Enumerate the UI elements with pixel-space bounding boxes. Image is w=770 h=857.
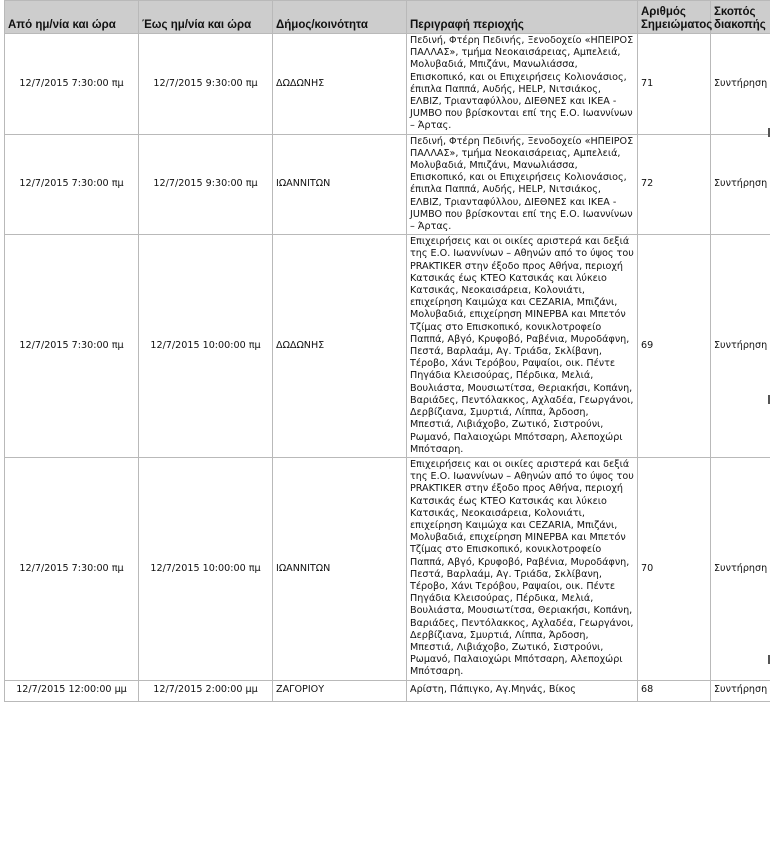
header-point: Αριθμός Σημειώματος bbox=[638, 1, 711, 34]
cell-point: 69 bbox=[638, 235, 711, 458]
cell-point: 70 bbox=[638, 457, 711, 680]
table-header-row bbox=[5, 1, 770, 34]
cell-purpose: Συντήρηση bbox=[711, 457, 770, 680]
table-row bbox=[5, 457, 770, 680]
cell-purpose: Συντήρηση bbox=[711, 235, 770, 458]
cell-municipality: ΔΩΔΩΝΗΣ bbox=[273, 235, 407, 458]
table-row bbox=[5, 680, 770, 701]
cell-description: Επιχειρήσεις και οι οικίες αριστερά και δεξιά της Ε.Ο. Ιωαννίνων – Αθηνών από το ύψος του PRAKTIKER στην έξοδο προς Αθήνα, περιοχή Κατσικάς έως ΚΤΕΟ Κατσικάς και λύκειο Κατσικάς, Νεοκαισάρεια, Κολονιάτι, επιχείρηση Καιμώχα και CEZARIA, Μπιζάνι, Μολυβαδιά, επιχείρηση ΜΙΝΕΡΒΑ και Μπετόν Τζίμας στο Επισκοπικό, κονικλοτροφείο Παππά, Αβγό, Κρυφοβό, Ραβένια, Μυροδάφνη, Πεστά, Βαρλαάμ, Αγ. Τριάδα, Σκλίβανη, Τέροβο, Χάνι Τερόβου, Ραψαίοι, οικ. Πέντε Πηγάδια Κλεισούρας, Πέρδικα, Μελιά, Βουλιάστα, Μουσιωτίτσα, Θεριακήσι, Κοπάνη, Βαριάδες, Πεντόλακκος, Αχλαδέα, Γεωργάνοι, Δερβίζιανα, Σμυρτιά, Λίππα, Άρδοση, Μπεστιά, Λιβιάχοβο, Ζωτικό, Σιστρούνι, Ρωμανό, Παλαιοχώρι Μπότσαρη, Αλεποχώρι Μπότσαρη. bbox=[407, 235, 638, 458]
cell-purpose: Συντήρηση bbox=[711, 134, 770, 235]
cell-point: 71 bbox=[638, 34, 711, 135]
outage-table bbox=[4, 0, 770, 702]
cell-to: 12/7/2015 10:00:00 πμ bbox=[139, 235, 273, 458]
cell-to: 12/7/2015 10:00:00 πμ bbox=[139, 457, 273, 680]
table-row bbox=[5, 34, 770, 135]
cell-municipality: ΖΑΓΟΡΙΟΥ bbox=[273, 680, 407, 701]
header-municipality: Δήμος/κοινότητα bbox=[273, 1, 407, 34]
cell-from: 12/7/2015 7:30:00 πμ bbox=[5, 235, 139, 458]
cell-description: Πεδινή, Φτέρη Πεδινής, Ξενοδοχείο «ΗΠΕΙΡΟΣ ΠΑΛΛΑΣ», τμήμα Νεοκαισάρειας, Αμπελειά, Μολυβαδιά, Μπιζάνι, Μανωλιάσσα, Επισκοπικό, και οι Επιχειρήσεις Κολιονάσιος, έπιπλα Παππά, Αυδής, HELP, Νιτσιάκος, ΕΛΒΙΖ, Τριανταφύλλου, ΔΙΕΘΝΕΣ και ΙΚΕΑ - JUMBO που βρίσκονται επί της Ε.Ο. Ιωαννίνων – Άρτας. bbox=[407, 134, 638, 235]
header-to: Έως ημ/νία και ώρα bbox=[139, 1, 273, 34]
header-description: Περιγραφή περιοχής bbox=[407, 1, 638, 34]
cell-from: 12/7/2015 7:30:00 πμ bbox=[5, 34, 139, 135]
cell-municipality: ΙΩΑΝΝΙΤΩΝ bbox=[273, 134, 407, 235]
cell-purpose: Συντήρηση bbox=[711, 34, 770, 135]
cell-purpose: Συντήρηση bbox=[711, 680, 770, 701]
cell-description: Επιχειρήσεις και οι οικίες αριστερά και δεξιά της Ε.Ο. Ιωαννίνων – Αθηνών από το ύψος του PRAKTIKER στην έξοδο προς Αθήνα, περιοχή Κατσικάς έως ΚΤΕΟ Κατσικάς και λύκειο Κατσικάς, Νεοκαισάρεια, Κολονιάτι, επιχείρηση Καιμώχα και CEZARIA, Μπιζάνι, Μολυβαδιά, επιχείρηση ΜΙΝΕΡΒΑ και Μπετόν Τζίμας στο Επισκοπικό, κονικλοτροφείο Παππά, Αβγό, Κρυφοβό, Ραβένια, Μυροδάφνη, Πεστά, Βαρλαάμ, Αγ. Τριάδα, Σκλίβανη, Τέροβο, Χάνι Τερόβου, Ραψαίοι, οικ. Πέντε Πηγάδια Κλεισούρας, Πέρδικα, Μελιά, Βουλιάστα, Μουσιωτίτσα, Θεριακήσι, Κοπάνη, Βαριάδες, Πεντόλακκος, Αχλαδέα, Γεωργάνοι, Δερβίζιανα, Σμυρτιά, Λίππα, Άρδοση, Μπεστιά, Λιβιάχοβο, Ζωτικό, Σιστρούνι, Ρωμανό, Παλαιοχώρι Μπότσαρη, Αλεποχώρι Μπότσαρη. bbox=[407, 457, 638, 680]
cell-municipality: ΔΩΔΩΝΗΣ bbox=[273, 34, 407, 135]
cell-description: Αρίστη, Πάπιγκο, Αγ.Μηνάς, Βίκος bbox=[407, 680, 638, 701]
cell-description: Πεδινή, Φτέρη Πεδινής, Ξενοδοχείο «ΗΠΕΙΡΟΣ ΠΑΛΛΑΣ», τμήμα Νεοκαισάρειας, Αμπελειά, Μολυβαδιά, Μπιζάνι, Μανωλιάσσα, Επισκοπικό, και οι Επιχειρήσεις Κολιονάσιος, έπιπλα Παππά, Αυδής, HELP, Νιτσιάκος, ΕΛΒΙΖ, Τριανταφύλλου, ΔΙΕΘΝΕΣ και ΙΚΕΑ - JUMBO που βρίσκονται επί της Ε.Ο. Ιωαννίνων – Άρτας. bbox=[407, 34, 638, 135]
cell-to: 12/7/2015 9:30:00 πμ bbox=[139, 134, 273, 235]
cell-point: 72 bbox=[638, 134, 711, 235]
header-from: Από ημ/νία και ώρα bbox=[5, 1, 139, 34]
cell-from: 12/7/2015 12:00:00 μμ bbox=[5, 680, 139, 701]
header-purpose: Σκοπός διακοπής bbox=[711, 1, 770, 34]
table-row bbox=[5, 235, 770, 458]
table-row bbox=[5, 134, 770, 235]
cell-to: 12/7/2015 2:00:00 μμ bbox=[139, 680, 273, 701]
cell-from: 12/7/2015 7:30:00 πμ bbox=[5, 134, 139, 235]
cell-municipality: ΙΩΑΝΝΙΤΩΝ bbox=[273, 457, 407, 680]
cell-point: 68 bbox=[638, 680, 711, 701]
cell-to: 12/7/2015 9:30:00 πμ bbox=[139, 34, 273, 135]
cell-from: 12/7/2015 7:30:00 πμ bbox=[5, 457, 139, 680]
